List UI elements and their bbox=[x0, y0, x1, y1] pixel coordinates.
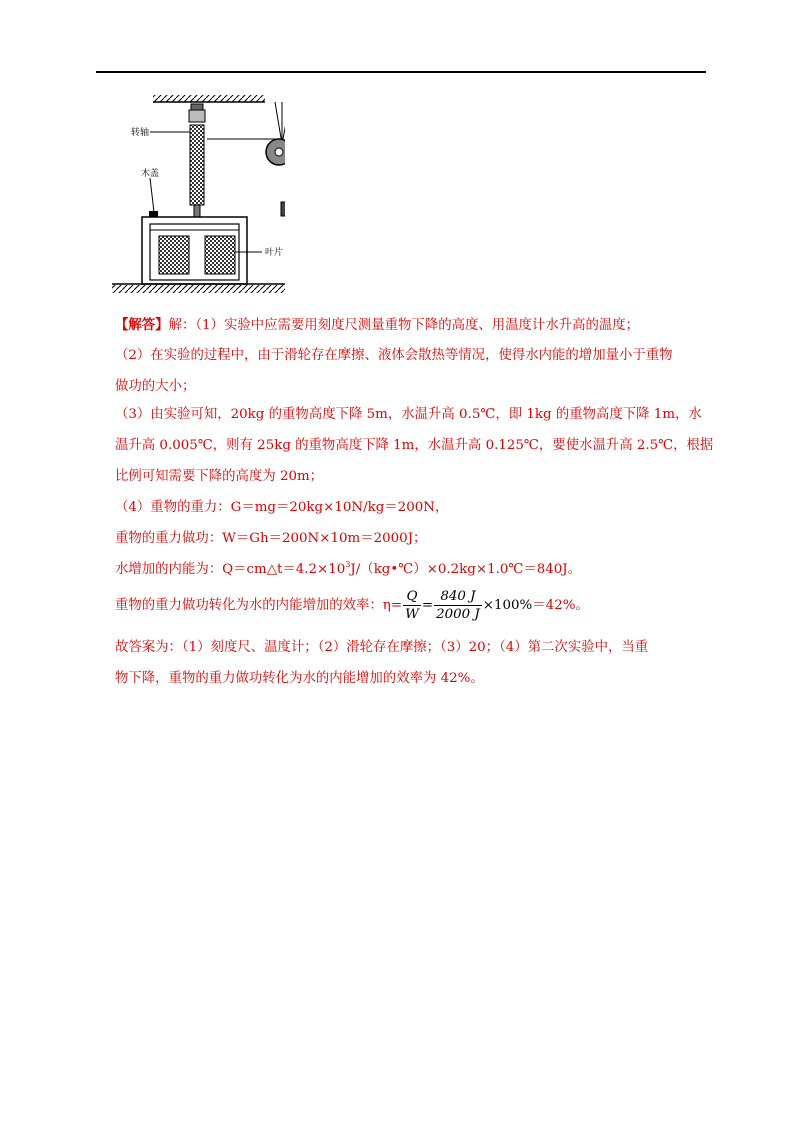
fraction-2000: 2000 J bbox=[436, 607, 480, 622]
ceiling-hatch bbox=[153, 95, 265, 102]
apparatus-figure bbox=[110, 92, 285, 297]
fraction-840: 840 J bbox=[434, 588, 482, 606]
header-rule bbox=[96, 71, 706, 73]
label-blade: 叶片 bbox=[264, 248, 284, 258]
weight-block bbox=[281, 202, 285, 216]
answer-p3-line3: 比例可知需要下降的高度为 20m； bbox=[115, 469, 324, 484]
answer-p4-line1: （4）重物的重力：G＝mg＝20kg×10N/kg＝200N， bbox=[115, 500, 449, 515]
answer-p2-line1: （2）在实验的过程中，由于滑轮存在摩擦、液体会散热等情况，使得水内能的增加量小于重物 bbox=[115, 348, 673, 363]
fraction-840-over-2000 bbox=[434, 588, 482, 623]
answer-p4-line4 bbox=[115, 588, 589, 623]
answer-intro: 解：（1）实验中应需要用刻度尺测量重物下降的高度、用温度计水升高的温度； bbox=[168, 318, 640, 333]
answer-p2-line2: 做功的大小； bbox=[115, 379, 196, 394]
answer-intro-line bbox=[115, 315, 639, 336]
efficiency-pre: 重物的重力做功转化为水的内能增加的效率：η= bbox=[115, 598, 403, 613]
pulley-axle bbox=[275, 148, 283, 156]
pulley-hanger-2 bbox=[275, 102, 282, 144]
final-answer-line1: 故答案为：（1）刻度尺、温度计；（2）滑轮存在摩擦；（3）20；（4）第二次实验中，当重 bbox=[115, 640, 649, 655]
label-lid: 木盖 bbox=[140, 169, 160, 179]
fraction-w: W bbox=[405, 607, 419, 622]
heat-formula-pre: 水增加的内能为：Q＝cm△t＝4.2×10 bbox=[115, 562, 346, 577]
fraction-q-over-w bbox=[403, 588, 421, 623]
shaft-coil bbox=[190, 125, 204, 205]
answer-p4-line2: 重物的重力做功：W＝Gh＝200N×10m＝2000J； bbox=[115, 531, 427, 546]
answer-p4-line3 bbox=[115, 560, 581, 580]
final-answer-line2: 物下降，重物的重力做功转化为水的内能增加的效率为 42%。 bbox=[115, 671, 484, 686]
shaft-collar bbox=[189, 110, 205, 122]
label-shaft: 转轴 bbox=[130, 128, 150, 138]
answer-p3-line1: （3）由实验可知，20kg 的重物高度下降 5m，水温升高 0.5℃，即 1kg 的重物高度下降 1m，水 bbox=[115, 407, 702, 422]
times-100-percent: ×100% bbox=[482, 598, 533, 613]
ground-hatch bbox=[112, 285, 285, 293]
answer-tag: 【解答】 bbox=[115, 317, 169, 333]
equals-sign: = bbox=[421, 598, 434, 613]
lid-label-pointer bbox=[150, 178, 154, 212]
lid-knob bbox=[149, 211, 158, 217]
fraction-q: Q bbox=[403, 588, 421, 606]
efficiency-post: ＝42%。 bbox=[532, 598, 589, 613]
heat-formula-post: J/（kg•℃）×0.2kg×1.0℃＝840J。 bbox=[350, 562, 582, 577]
blade-right bbox=[205, 236, 235, 274]
heat-formula-exp: 3 bbox=[345, 560, 351, 569]
answer-p3-line2: 温升高 0.005℃，则有 25kg 的重物高度下降 1m，水温升高 0.125℃，要使水温升高 2.5℃，根据 bbox=[115, 438, 714, 453]
shaft-top bbox=[191, 104, 203, 110]
blade-left bbox=[159, 236, 189, 274]
